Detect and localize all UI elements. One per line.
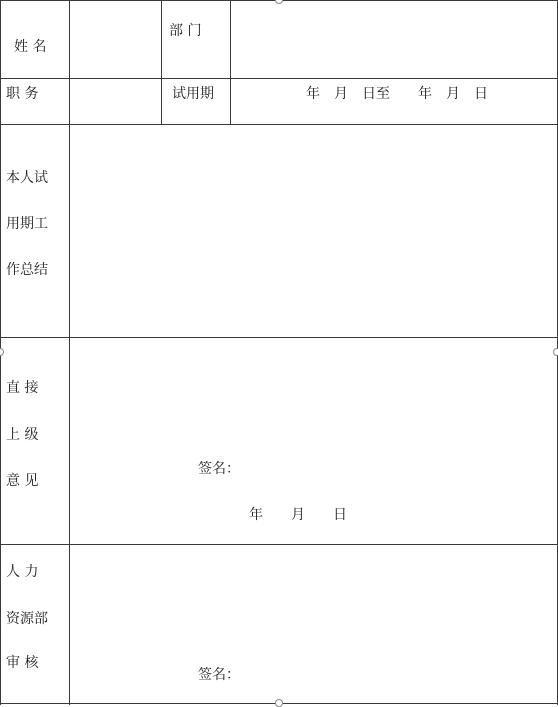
summary-label-line-3: 作总结 (6, 262, 48, 278)
resize-handle-top[interactable] (275, 0, 283, 4)
supervisor-label-line-3: 意 见 (6, 473, 39, 489)
row-divider-3 (0, 337, 558, 338)
supervisor-signature-label: 签名： (198, 461, 240, 477)
label-column-divider (69, 0, 70, 705)
hr-label-line-1: 人 力 (6, 564, 39, 580)
hr-label-line-3: 审 核 (6, 655, 39, 671)
column-divider-2 (161, 0, 162, 125)
summary-label-line-2: 用期工 (6, 216, 48, 232)
supervisor-date: 年 月 日 (249, 507, 347, 523)
probation-label: 试用期 (172, 86, 214, 102)
summary-label-line-1: 本人试 (6, 170, 48, 186)
column-divider-3 (230, 0, 231, 125)
row-divider-1 (0, 78, 558, 79)
supervisor-label-line-2: 上 级 (6, 427, 39, 443)
hr-label-line-2: 资源部 (6, 611, 48, 627)
hr-signature-label: 签名： (198, 667, 240, 683)
supervisor-label-line-1: 直 接 (6, 380, 39, 396)
probation-date-range: 年 月 日至 年 月 日 (306, 86, 488, 102)
row-divider-2 (0, 124, 558, 125)
name-label: 姓 名 (14, 39, 47, 55)
resize-handle-right[interactable] (553, 348, 558, 356)
position-label: 职 务 (6, 86, 39, 102)
row-divider-4 (0, 544, 558, 545)
department-label: 部 门 (169, 23, 202, 39)
resize-handle-bottom[interactable] (275, 699, 283, 707)
resize-handle-left[interactable] (0, 348, 4, 356)
